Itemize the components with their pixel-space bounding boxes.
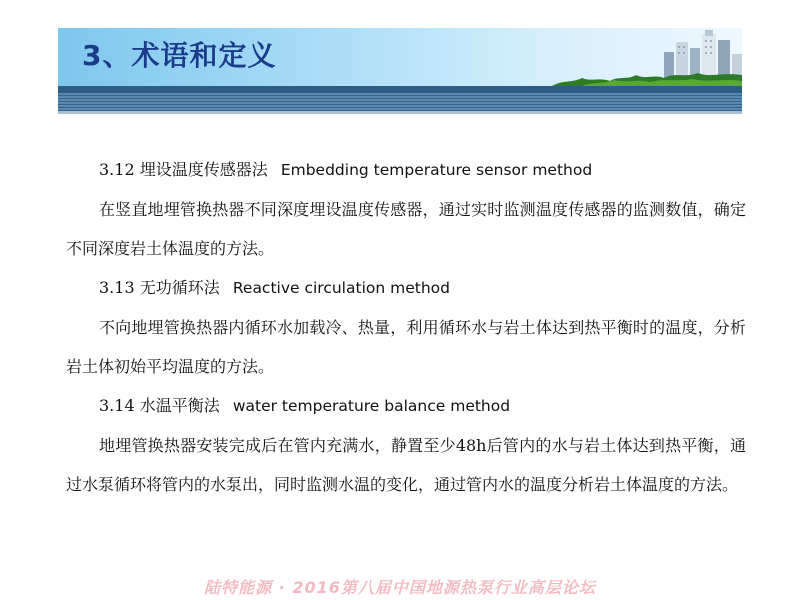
term-name-en: Reactive circulation method — [232, 279, 450, 297]
term-definition: 地埋管换热器安装完成后在管内充满水，静置至少48h后管内的水与岩土体达到热平衡，通过水泵循环将管内的水泵出，同时监测水温的变化，通过管内水的温度分析岩土体温度的方法。 — [66, 436, 746, 494]
term-heading — [66, 150, 746, 190]
terms-content — [66, 150, 746, 504]
term-number: 3.13 — [99, 278, 135, 297]
term-name-en: Embedding temperature sensor method — [280, 161, 593, 179]
header-stripe-band — [58, 86, 742, 114]
term-definition: 在竖直地埋管换热器不同深度埋设温度传感器，通过实时监测温度传感器的监测数值，确定不同深度岩土体温度的方法。 — [66, 200, 746, 258]
term-name-en: water temperature balance method — [232, 397, 511, 415]
term-definition: 不向地埋管换热器内循环水加载冷、热量，利用循环水与岩土体达到热平衡时的温度，分析岩土体初始平均温度的方法。 — [66, 318, 746, 376]
term-heading — [66, 268, 746, 308]
term-name-zh: 水温平衡法 — [139, 396, 220, 415]
term-name-zh: 埋设温度传感器法 — [139, 160, 268, 179]
city-skyline-icon — [552, 28, 742, 86]
slide-title: 3、术语和定义 — [82, 39, 277, 72]
term-number: 3.14 — [99, 396, 135, 415]
term-name-zh: 无功循环法 — [139, 278, 220, 297]
term-heading — [66, 386, 746, 426]
term-number: 3.12 — [99, 160, 135, 179]
header-banner — [58, 28, 742, 86]
footer-text: 陆特能源 · 2016第八届中国地源热泵行业高层论坛 — [204, 578, 596, 597]
